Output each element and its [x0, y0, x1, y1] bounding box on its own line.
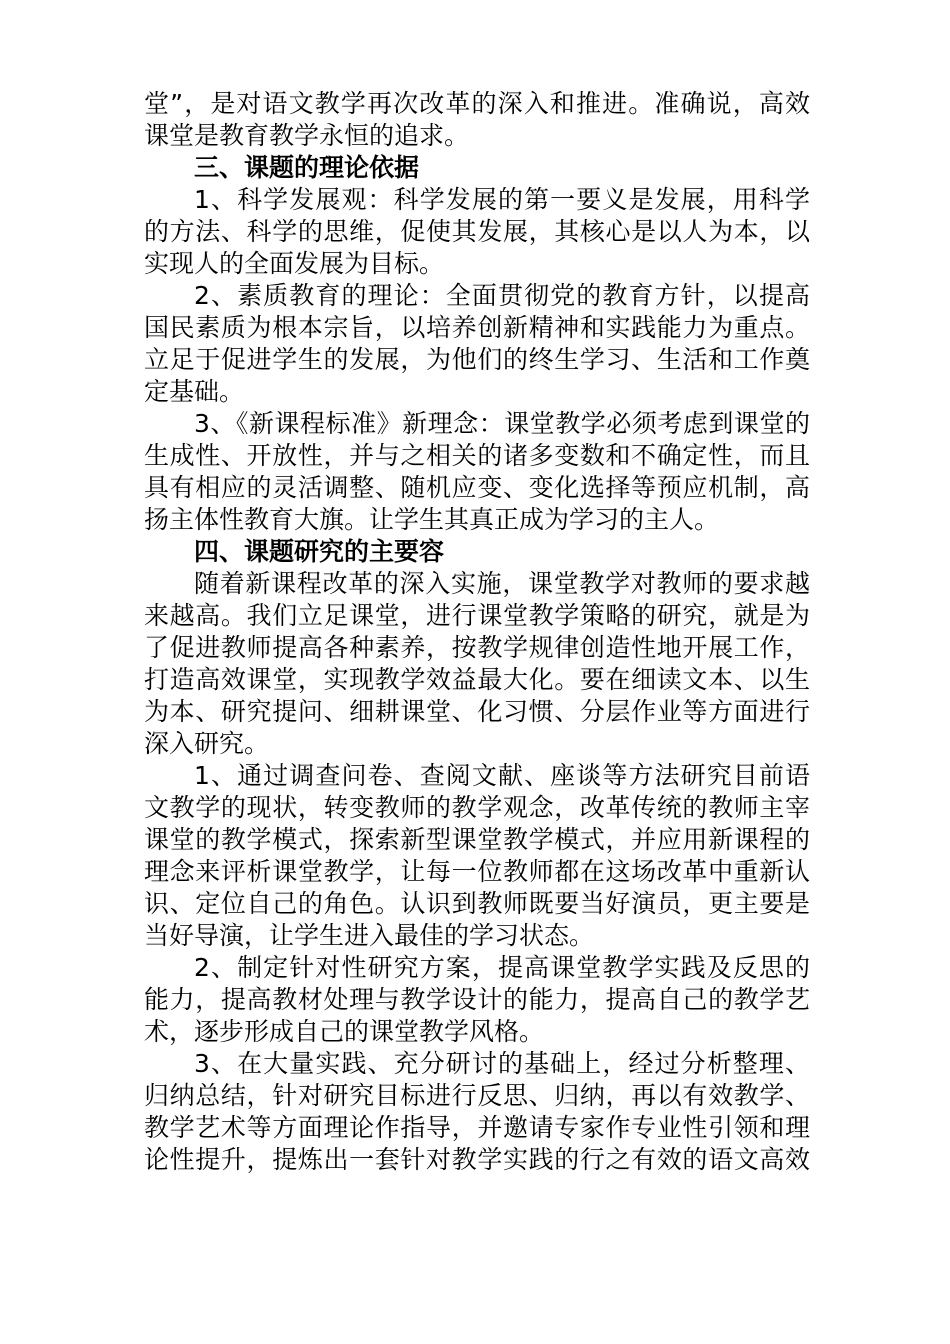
paragraph-first-line: 3、《新课程标准》新理念：课堂教学必须考虑到课堂的 [194, 409, 810, 438]
body-text-line: 具有相应的灵活调整、随机应变、变化选择等预应机制，高 [144, 473, 810, 502]
body-text-line: 教学艺术等方面理论作指导，并邀请专家作专业性引领和理 [144, 1113, 810, 1142]
document-body [144, 88, 810, 1176]
paragraph-last-line: 定基础。 [144, 377, 245, 406]
body-text-line: 堂”，是对语文教学再次改革的深入和推进。准确说，高效 [144, 89, 810, 118]
body-text-line: 论性提升，提炼出一套针对教学实践的行之有效的语文高效 [144, 1145, 810, 1174]
paragraph-first-line: 2、制定针对性研究方案，提高课堂教学实践及反思的 [194, 953, 810, 982]
paragraph-first-line: 随着新课程改革的深入实施，课堂教学对教师的要求越 [194, 569, 810, 598]
section-heading: 四、课题研究的主要容 [194, 537, 445, 566]
body-text-line: 立足于促进学生的发展，为他们的终生学习、生活和工作奠 [144, 345, 810, 374]
body-text-line: 国民素质为根本宗旨，以培养创新精神和实践能力为重点。 [144, 313, 810, 342]
paragraph-first-line: 3、在大量实践、充分研讨的基础上，经过分析整理、 [194, 1049, 810, 1078]
body-text-line: 生成性、开放性，并与之相关的诸多变数和不确定性，而且 [144, 441, 810, 470]
paragraph-last-line: 当好导演，让学生进入最佳的学习状态。 [144, 921, 595, 950]
body-text-line: 课堂的教学模式，探索新型课堂教学模式，并应用新课程的 [144, 825, 810, 854]
body-text-line: 来越高。我们立足课堂，进行课堂教学策略的研究，就是为 [144, 601, 810, 630]
body-text-line: 了促进教师提高各种素养，按教学规律创造性地开展工作， [144, 633, 810, 662]
body-text-line: 理念来评析课堂教学，让每一位教师都在这场改革中重新认 [144, 857, 810, 886]
paragraph-last-line: 课堂是教育教学永恒的追求。 [144, 121, 470, 150]
paragraph-last-line: 深入研究。 [144, 729, 270, 758]
section-heading: 三、课题的理论依据 [194, 153, 420, 182]
paragraph-last-line: 实现人的全面发展为目标。 [144, 249, 445, 278]
paragraph-last-line: 术，逐步形成自己的课堂教学风格。 [144, 1017, 545, 1046]
body-text-line: 文教学的现状，转变教师的教学观念，改革传统的教师主宰 [144, 793, 810, 822]
paragraph-first-line: 2、素质教育的理论：全面贯彻党的教育方针，以提高 [194, 281, 810, 310]
body-text-line: 识、定位自己的角色。认识到教师既要当好演员，更主要是 [144, 889, 810, 918]
paragraph-last-line: 扬主体性教育大旗。让学生其真正成为学习的主人。 [144, 505, 720, 534]
body-text-line: 为本、研究提问、细耕课堂、化习惯、分层作业等方面进行 [144, 697, 810, 726]
paragraph-first-line: 1、科学发展观：科学发展的第一要义是发展，用科学 [194, 185, 810, 214]
body-text-line: 能力，提高教材处理与教学设计的能力，提高自己的教学艺 [144, 985, 810, 1014]
paragraph-first-line: 1、通过调查问卷、查阅文献、座谈等方法研究目前语 [194, 761, 810, 790]
body-text-line: 的方法、科学的思维，促使其发展，其核心是以人为本，以 [144, 217, 810, 246]
body-text-line: 打造高效课堂，实现教学效益最大化。要在细读文本、以生 [144, 665, 810, 694]
body-text-line: 归纳总结，针对研究目标进行反思、归纳，再以有效教学、 [144, 1081, 810, 1110]
